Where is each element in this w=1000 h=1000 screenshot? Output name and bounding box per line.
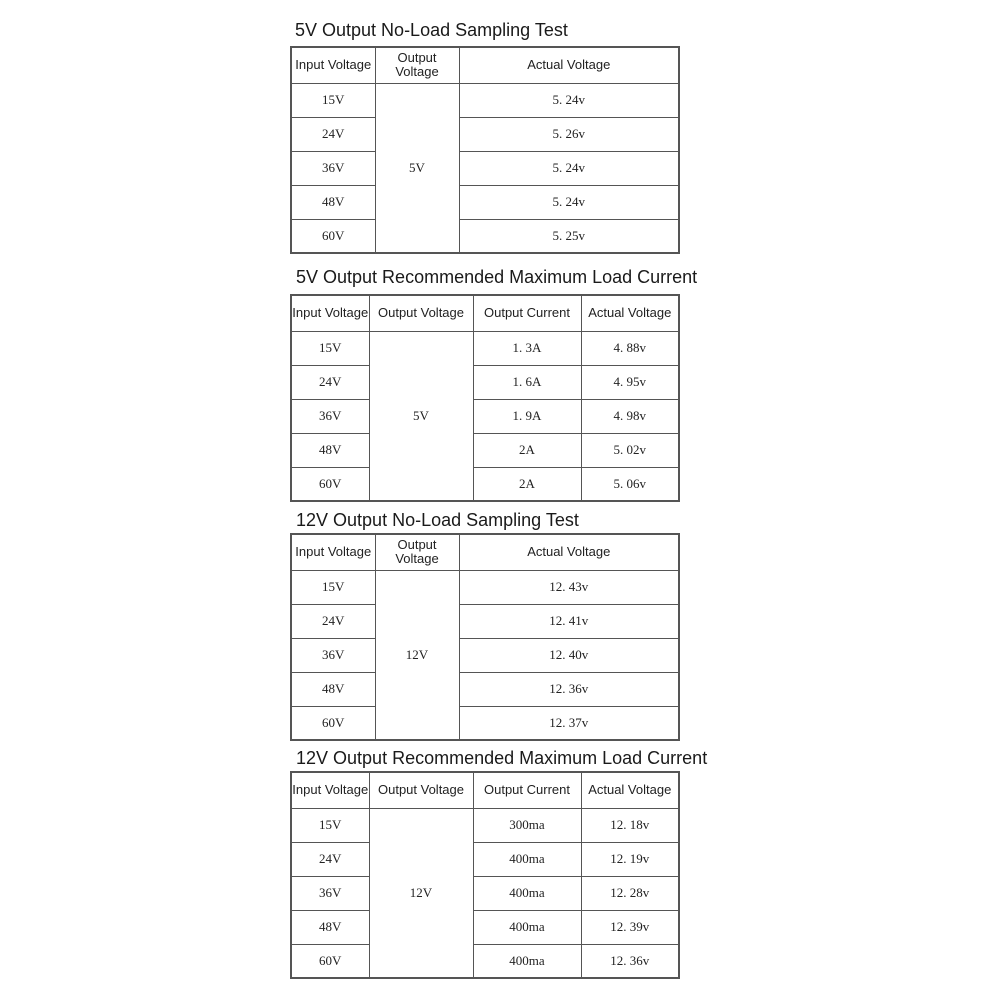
table-3-title: 12V Output No-Load Sampling Test xyxy=(296,510,579,530)
table-2-title: 5V Output Recommended Maximum Load Current xyxy=(296,267,698,287)
table-row xyxy=(291,706,679,740)
input-voltage-cell: 48V xyxy=(291,910,369,944)
input-voltage-cell: 60V xyxy=(291,219,375,253)
input-voltage-cell: 48V xyxy=(291,672,375,706)
input-voltage-cell: 60V xyxy=(291,944,369,978)
no-load-5v-table xyxy=(290,46,680,254)
header-input-voltage: Input Voltage xyxy=(291,47,375,83)
header-actual-voltage: Actual Voltage xyxy=(459,534,679,570)
table-row xyxy=(291,117,679,151)
output-voltage-cell: 5V xyxy=(369,331,473,501)
max-load-12v-table xyxy=(290,771,680,979)
input-voltage-cell: 24V xyxy=(291,117,375,151)
input-voltage-cell: 36V xyxy=(291,638,375,672)
actual-voltage-cell: 12. 40v xyxy=(459,638,679,672)
output-current-cell: 1. 9A xyxy=(473,399,581,433)
header-output-voltage: Output Voltage xyxy=(369,295,473,331)
actual-voltage-cell: 5. 06v xyxy=(581,467,679,501)
table-row xyxy=(291,672,679,706)
output-voltage-cell: 12V xyxy=(369,808,473,978)
input-voltage-cell: 36V xyxy=(291,876,369,910)
actual-voltage-cell: 12. 36v xyxy=(459,672,679,706)
actual-voltage-cell: 5. 24v xyxy=(459,151,679,185)
header-actual-voltage: Actual Voltage xyxy=(581,295,679,331)
output-voltage-cell: 12V xyxy=(375,570,459,740)
table-row xyxy=(291,433,679,467)
actual-voltage-cell: 5. 02v xyxy=(581,433,679,467)
table-row xyxy=(291,399,679,433)
output-current-cell: 300ma xyxy=(473,808,581,842)
output-current-cell: 400ma xyxy=(473,842,581,876)
max-load-5v-table xyxy=(290,294,680,502)
table-row xyxy=(291,185,679,219)
actual-voltage-cell: 4. 95v xyxy=(581,365,679,399)
input-voltage-cell: 15V xyxy=(291,331,369,365)
actual-voltage-cell: 12. 43v xyxy=(459,570,679,604)
input-voltage-cell: 24V xyxy=(291,842,369,876)
header-output-voltage: Output Voltage xyxy=(375,534,459,570)
input-voltage-cell: 36V xyxy=(291,399,369,433)
header-actual-voltage: Actual Voltage xyxy=(459,47,679,83)
actual-voltage-cell: 12. 18v xyxy=(581,808,679,842)
header-input-voltage: Input Voltage xyxy=(291,534,375,570)
input-voltage-cell: 15V xyxy=(291,570,375,604)
table-row xyxy=(291,83,679,117)
input-voltage-cell: 48V xyxy=(291,433,369,467)
table-row xyxy=(291,219,679,253)
actual-voltage-cell: 12. 39v xyxy=(581,910,679,944)
input-voltage-cell: 24V xyxy=(291,604,375,638)
input-voltage-cell: 36V xyxy=(291,151,375,185)
actual-voltage-cell: 12. 37v xyxy=(459,706,679,740)
actual-voltage-cell: 12. 41v xyxy=(459,604,679,638)
actual-voltage-cell: 5. 24v xyxy=(459,83,679,117)
header-input-voltage: Input Voltage xyxy=(291,772,369,808)
header-output-current: Output Current xyxy=(473,772,581,808)
output-current-cell: 400ma xyxy=(473,944,581,978)
actual-voltage-cell: 4. 88v xyxy=(581,331,679,365)
input-voltage-cell: 60V xyxy=(291,467,369,501)
table-row xyxy=(291,365,679,399)
table-row xyxy=(291,944,679,978)
output-current-cell: 1. 3A xyxy=(473,331,581,365)
input-voltage-cell: 15V xyxy=(291,83,375,117)
actual-voltage-cell: 5. 26v xyxy=(459,117,679,151)
table-row xyxy=(291,638,679,672)
output-current-cell: 1. 6A xyxy=(473,365,581,399)
output-voltage-cell: 5V xyxy=(375,83,459,253)
table-row xyxy=(291,808,679,842)
table-row xyxy=(291,910,679,944)
table-row xyxy=(291,842,679,876)
header-output-voltage: Output Voltage xyxy=(375,47,459,83)
actual-voltage-cell: 12. 19v xyxy=(581,842,679,876)
actual-voltage-cell: 5. 24v xyxy=(459,185,679,219)
table-row xyxy=(291,331,679,365)
input-voltage-cell: 24V xyxy=(291,365,369,399)
table-1-title: 5V Output No-Load Sampling Test xyxy=(295,20,568,40)
actual-voltage-cell: 4. 98v xyxy=(581,399,679,433)
output-current-cell: 400ma xyxy=(473,910,581,944)
header-output-voltage: Output Voltage xyxy=(369,772,473,808)
actual-voltage-cell: 12. 28v xyxy=(581,876,679,910)
input-voltage-cell: 60V xyxy=(291,706,375,740)
no-load-12v-table xyxy=(290,533,680,741)
input-voltage-cell: 15V xyxy=(291,808,369,842)
output-current-cell: 2A xyxy=(473,433,581,467)
header-input-voltage: Input Voltage xyxy=(291,295,369,331)
table-row xyxy=(291,467,679,501)
output-current-cell: 2A xyxy=(473,467,581,501)
table-4-title: 12V Output Recommended Maximum Load Current xyxy=(296,748,708,768)
header-actual-voltage: Actual Voltage xyxy=(581,772,679,808)
actual-voltage-cell: 5. 25v xyxy=(459,219,679,253)
table-row xyxy=(291,570,679,604)
actual-voltage-cell: 12. 36v xyxy=(581,944,679,978)
table-row xyxy=(291,151,679,185)
header-output-current: Output Current xyxy=(473,295,581,331)
output-current-cell: 400ma xyxy=(473,876,581,910)
table-row xyxy=(291,876,679,910)
table-row xyxy=(291,604,679,638)
input-voltage-cell: 48V xyxy=(291,185,375,219)
